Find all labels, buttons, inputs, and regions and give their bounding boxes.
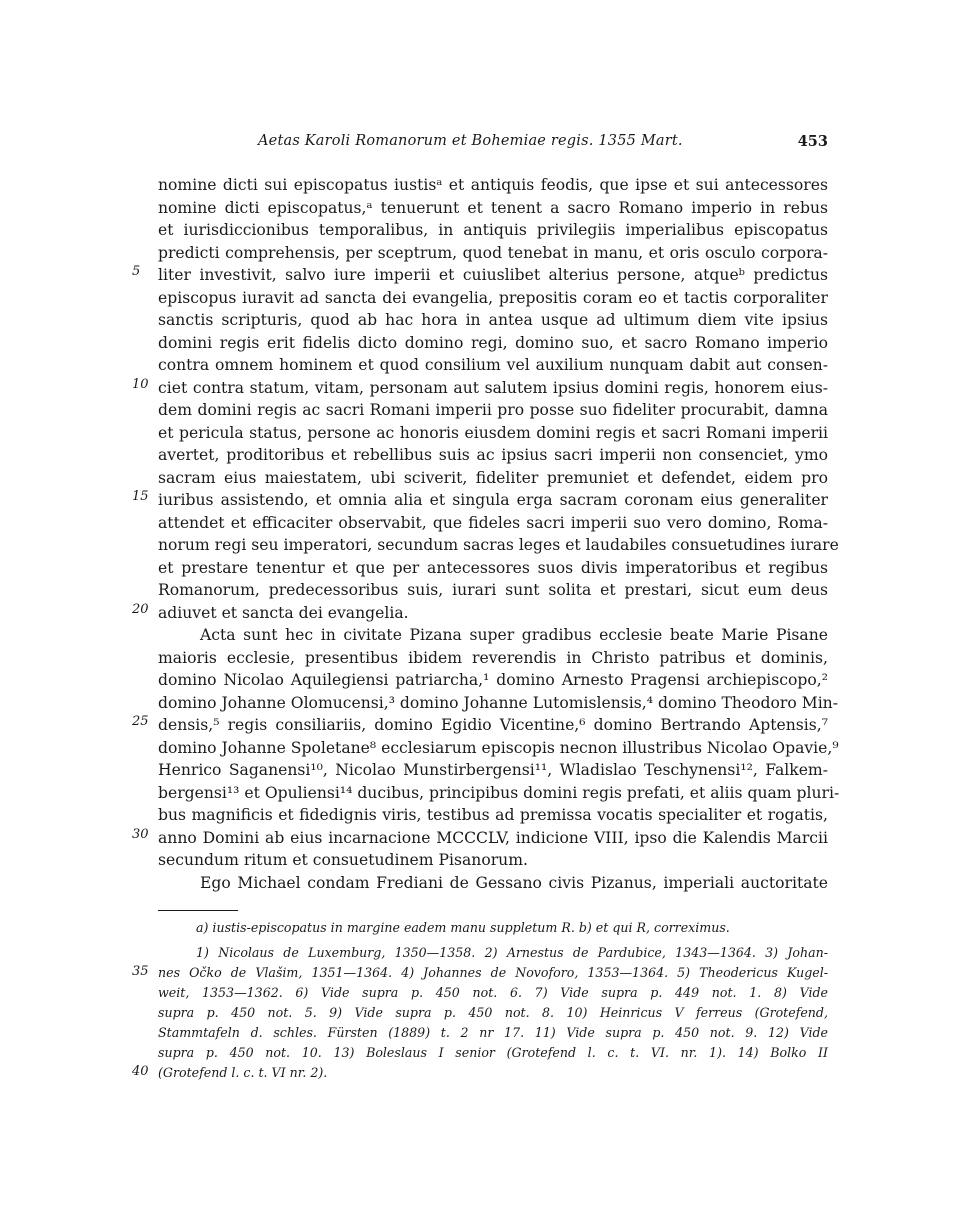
footnote-line-number: 40 [132, 1064, 149, 1079]
text-line: et pericula status, persone ac honoris eiusdem domini regis et sacri Romani imperii [158, 423, 828, 442]
line-number: 10 [132, 377, 149, 392]
text-line: attendet et efficaciter observabit, que fideles sacri imperii suo vero domino, Roma- [158, 513, 828, 532]
text-line: predicti comprehensis, per sceptrum, quod tenebat in manu, et oris osculo corpora- [158, 243, 828, 262]
footnote-line: supra p. 450 not. 5. 9) Vide supra p. 450 not. 8. 10) Heinricus V ferreus (Grotefend, [158, 1005, 828, 1020]
text-line: contra omnem hominem et quod consilium vel auxilium nunquam dabit aut consen- [158, 356, 828, 374]
footnote-line: weit, 1353—1362. 6) Vide supra p. 450 not. 6. 7) Vide supra p. 449 not. 1. 8) Vide [158, 985, 828, 1000]
footnote-line: nes Očko de Vlašim, 1351—1364. 4) Johannes de Novoforo, 1353—1364. 5) Theodericus Kugel- [158, 965, 828, 980]
footnote-line-number: 35 [132, 964, 149, 979]
footnote-line: (Grotefend l. c. t. VI nr. 2). [158, 1065, 328, 1080]
footnote-line: 1) Nicolaus de Luxemburg, 1350—1358. 2) Arnestus de Pardubice, 1343—1364. 3) Johan- [196, 945, 828, 960]
text-line: episcopus iuravit ad sancta dei evangelia, prepositis coram eo et tactis corporaliter [158, 288, 828, 307]
running-header [150, 133, 830, 155]
text-line: domino Johanne Spoletane⁸ ecclesiarum episcopis necnon illustribus Nicolao Opavie,⁹ [158, 738, 839, 757]
text-line: et iurisdiccionibus temporalibus, in antiquis privilegiis imperialibus episcopatus [158, 221, 828, 239]
footnote-rule [158, 910, 238, 911]
line-number: 25 [132, 714, 149, 729]
text-line: bergensi¹³ et Opuliensi¹⁴ ducibus, principibus domini regis prefati, et aliis quam pluri- [158, 783, 840, 802]
text-line: domino Johanne Olomucensi,³ domino Johanne Lutomislensis,⁴ domino Theodoro Min- [158, 693, 838, 712]
paragraph-start-line: Acta sunt hec in civitate Pizana super gradibus ecclesie beate Marie Pisane [200, 626, 828, 644]
footnote-line: Stammtafeln d. schles. Fürsten (1889) t. 2 nr 17. 11) Vide supra p. 450 not. 9. 12) Vide [158, 1025, 828, 1040]
text-line: secundum ritum et consuetudinem Pisanorum. [158, 851, 528, 869]
line-number: 5 [132, 264, 141, 279]
text-line: dem domini regis ac sacri Romani imperii pro posse suo fideliter procurabit, damna [158, 401, 828, 419]
text-line: avertet, proditoribus et rebellibus suis ac ipsius sacri imperii non consenciet, ymo [158, 446, 828, 464]
text-line: et prestare tenentur et que per antecessores suos divis imperatoribus et regibus [158, 558, 828, 577]
text-line: ciet contra statum, vitam, personam aut salutem ipsius domini regis, honorem eius- [158, 378, 828, 397]
text-line: maioris ecclesie, presentibus ibidem reverendis in Christo patribus et dominis, [158, 648, 828, 667]
text-line: iuribus assistendo, et omnia alia et singula erga sacram coronam eius generaliter [158, 491, 828, 509]
paragraph-start-line: Ego Michael condam Frediani de Gessano civis Pizanus, imperiali auctoritate [200, 873, 828, 892]
text-line: anno Domini ab eius incarnacione MCCCLV, indicione VIII, ipso die Kalendis Marcii [158, 828, 828, 847]
running-title: Aetas Karoli Romanorum et Bohemiae regis. 1355 Mart. [258, 133, 683, 149]
text-line: liter investivit, salvo iure imperii et cuiuslibet alterius persone, atqueᵇ predictus [158, 266, 828, 284]
line-number: 30 [132, 827, 149, 842]
line-number: 20 [132, 602, 149, 617]
text-line: densis,⁵ regis consiliariis, domino Egidio Vicentine,⁶ domino Bertrando Aptensis,⁷ [158, 716, 828, 734]
page-number: 453 [797, 133, 828, 150]
text-line: domino Nicolao Aquilegiensi patriarcha,¹ domino Arnesto Pragensi archiepiscopo,² [158, 671, 828, 689]
text-line: Henrico Saganensi¹⁰, Nicolao Munstirbergensi¹¹, Wladislao Teschynensi¹², Falkem- [158, 761, 828, 779]
text-line: norum regi seu imperatori, secundum sacras leges et laudabiles consuetudines iurare [158, 536, 839, 554]
text-line: nomine dicti episcopatus,ᵃ tenuerunt et tenent a sacro Romano imperio in rebus [158, 198, 828, 217]
text-line: adiuvet et sancta dei evangelia. [158, 603, 409, 622]
footnote-line: supra p. 450 not. 10. 13) Boleslaus I senior (Grotefend l. c. t. VI. nr. 1). 14) Bolko II [158, 1045, 828, 1060]
text-line: sanctis scripturis, quod ab hac hora in antea usque ad ultimum diem vite ipsius [158, 311, 828, 329]
text-line: domini regis erit fidelis dicto domino regi, domino suo, et sacro Romano imperio [158, 333, 828, 352]
text-line: sacram eius maiestatem, ubi sciverit, fideliter premuniet et defendet, eidem pro [158, 468, 828, 487]
textual-footnote: a) iustis-episcopatus in margine eadem manu suppletum R. b) et qui R, correximus. [196, 920, 730, 935]
text-line: bus magnificis et fidedignis viris, testibus ad premissa vocatis specialiter et rogatis, [158, 806, 828, 824]
line-number: 15 [132, 489, 149, 504]
text-line: nomine dicti sui episcopatus iustisᵃ et antiquis feodis, que ipse et sui antecessores [158, 176, 828, 194]
text-line: Romanorum, predecessoribus suis, iurari sunt solita et prestari, sicut eum deus [158, 581, 828, 599]
